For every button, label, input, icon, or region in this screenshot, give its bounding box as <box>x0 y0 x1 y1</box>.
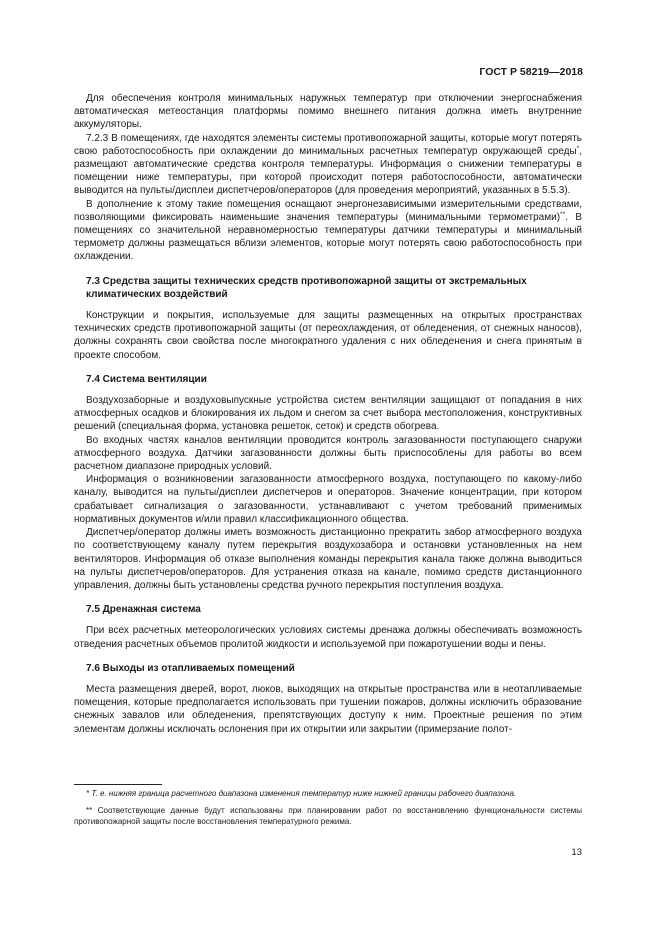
paragraph-text: 7.2.3 В помещениях, где находятся элементы системы противопожарной защиты, которые могут потерять свою работоспособность при охлаждении до минимальных расчетных температур окружающей среды <box>74 132 582 157</box>
main-text <box>74 92 582 736</box>
paragraph: Для обеспечения контроля минимальных наружных температур при отключении энергоснабжения автоматическая метеостанция платформы помимо внешнего питания должна иметь внутренние аккумуляторы. <box>74 93 582 131</box>
page-number: 13 <box>571 847 582 858</box>
paragraph: Конструкции и покрытия, используемые для защиты размещенных на открытых пространствах технических средств противопожарной защиты (от переохлаждения, от обледенения, от снежных наносов), должны сохранять свои свойства после многократного удаления с них обледенения и снега принятым в проекте способом. <box>74 310 582 361</box>
section-heading-7-5: 7.5 Дренажная система <box>86 604 201 616</box>
paragraph: Диспетчер/оператор должны иметь возможность дистанционно прекратить забор атмосферного воздуха по соответствующему каналу путем перекрытия воздухозабора и остановки установленных на нем вентиляторов. Информация об отказе выполнения команды перекрытия канала также должна выводиться на пульты диспетчеров/операторов. Для устранения отказа на канале, помимо средств дистанционного управления, должны быть установлены средства ручного перекрытия поступления воздуха. <box>74 527 582 591</box>
paragraph-7-2-3 <box>74 132 582 198</box>
paragraph: Во входных частях каналов вентиляции проводится контроль загазованности поступающего снаружи атмосферного воздуха. Датчики загазованности должны быть приспособлены для работы во всем расчетном диапазоне природных условий. <box>74 434 582 473</box>
footnote-mark: * <box>576 144 580 152</box>
section-heading-7-6: 7.6 Выходы из отапливаемых помещений <box>86 662 295 674</box>
paragraph: Воздухозаборные и воздуховыпускные устройства систем вентиляции защищают от попадания в них атмосферных осадков и блокирования их льдом и снегом за счет выбора местоположения, конструктивных решений (специальная форма, установка решеток, сеток) и средств обогрева. <box>74 395 582 433</box>
section-heading-7-4: 7.4 Система вентиляции <box>86 373 207 385</box>
paragraph-text: . В помещениях со значительной неравномерностью температуры датчики температуры и минимальный термометр должны размещаться вблизи элементов, которые могут потерять свою работоспособность при охлаждении. <box>74 211 582 263</box>
footnote: ** Соответствующие данные будут использованы при планировании работ по восстановлению функциональности системы противопожарной защиты после восстановления температурного режима. <box>74 806 582 826</box>
footnote: * Т. е. нижняя граница расчетного диапазона изменения температур ниже нижней границы рабочего диапазона. <box>86 789 517 798</box>
paragraph-text: В дополнение к этому такие помещения оснащают энергонезависимыми измерительными средствами, позволяющими фиксировать наименьшие значения температуры (минимальными термометрами) <box>74 198 582 223</box>
paragraph <box>74 198 582 264</box>
paragraph: Информация о возникновении загазованности атмосферного воздуха, поступающего по какому-либо каналу, выводится на пульты/дисплеи диспетчеров и операторов. Значение концентрации, при котором срабатывает сигнализация о загазованности, устанавливают с учетом требований применимых нормативных документов и/или правил классификационного общества. <box>74 474 582 525</box>
section-heading-7-3: 7.3 Средства защиты технических средств противопожарной защиты от экстремальных климатических воздействий <box>86 275 527 300</box>
paragraph-text: , размещают автоматические средства контроля температуры. Информация о снижении температуры в помещении ниже температуры, при которой происходит потеря работоспособности, автоматически выводится на пульты/дисплеи диспетчеров/операторов (для проведения мероприятий, указанных в 5.5.3). <box>74 145 582 197</box>
footnote-mark: ** <box>560 210 566 218</box>
paragraph: Места размещения дверей, ворот, люков, выходящих на открытые пространства или в неотапливаемые помещения, которые предполагается использовать при тушении пожаров, должны исключить образование снежных завалов или обледенения, препятствующих доступу к ним. Проектные решения по этим элементам должны исключать ослонения при их открытии или закрытии (примерзание полот- <box>74 683 582 735</box>
standard-number: ГОСТ Р 58219—2018 <box>479 66 583 78</box>
paragraph: При всех расчетных метеорологических условиях системы дренажа должны обеспечивать возможность отведения расчетных объемов пролитой жидкости и используемой при пожаротушении воды и пены. <box>74 625 582 650</box>
footnote-divider <box>74 784 162 785</box>
footnotes <box>74 788 582 833</box>
